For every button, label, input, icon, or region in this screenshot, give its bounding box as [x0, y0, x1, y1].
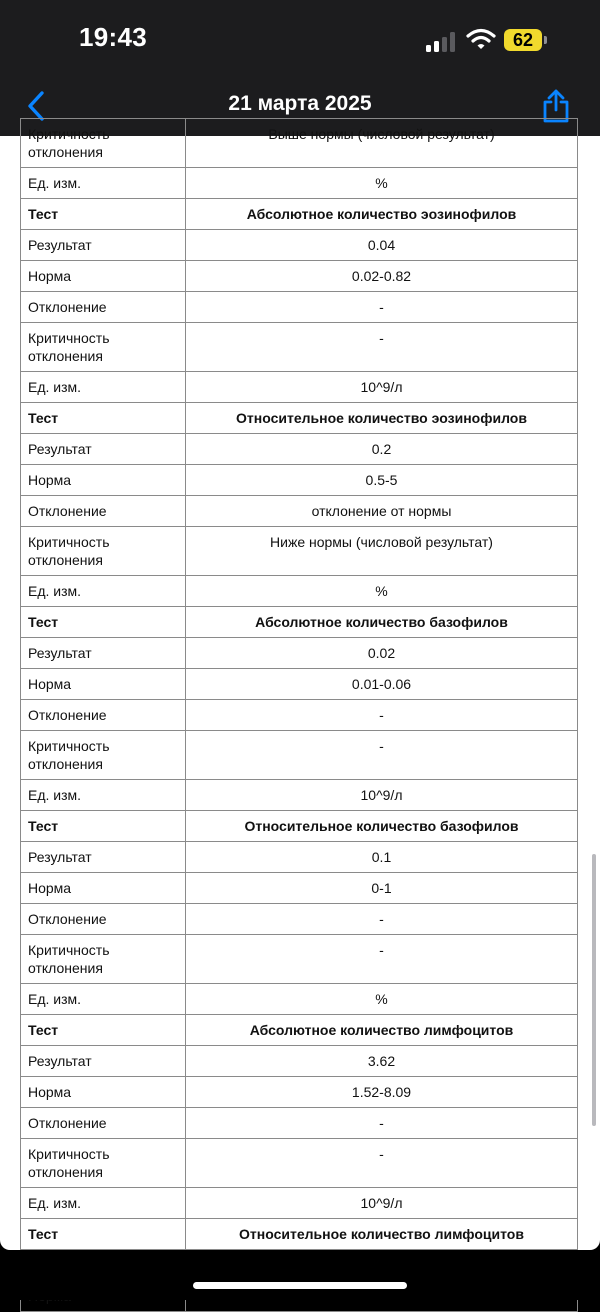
- row-label: Отклонение: [20, 496, 186, 526]
- row-label: Норма: [20, 669, 186, 699]
- row-value: %: [186, 168, 578, 198]
- row-value: отклонение от нормы: [186, 496, 578, 526]
- table-row: [20, 779, 578, 810]
- row-label: Ед. изм.: [20, 984, 186, 1014]
- table-row: [20, 1076, 578, 1107]
- row-value: -: [186, 731, 578, 779]
- row-label: Критичность отклонения: [20, 119, 186, 167]
- row-value: -: [186, 904, 578, 934]
- test-header-row: [20, 810, 578, 841]
- row-label: Ед. изм.: [20, 780, 186, 810]
- scrollbar[interactable]: [592, 854, 596, 1126]
- row-label: Критичность отклонения: [20, 1139, 186, 1187]
- results-table: [20, 118, 578, 1312]
- row-value: 0.2: [186, 434, 578, 464]
- row-value: Относительное количество эозинофилов: [186, 403, 578, 433]
- row-value: Абсолютное количество базофилов: [186, 607, 578, 637]
- row-label: Тест: [20, 1219, 186, 1249]
- home-area: [0, 1250, 600, 1300]
- row-value: %: [186, 984, 578, 1014]
- row-value: -: [186, 1108, 578, 1138]
- table-row: [20, 575, 578, 606]
- row-label: Критичность отклонения: [20, 935, 186, 983]
- row-value: -: [186, 323, 578, 371]
- row-value: Ниже нормы (числовой результат): [186, 527, 578, 575]
- row-value: 0.01-0.06: [186, 669, 578, 699]
- row-label: Критичность отклонения: [20, 731, 186, 779]
- row-value: Относительное количество базофилов: [186, 811, 578, 841]
- row-label: Отклонение: [20, 700, 186, 730]
- row-value: 0-1: [186, 873, 578, 903]
- row-label: Отклонение: [20, 1108, 186, 1138]
- row-label: Тест: [20, 403, 186, 433]
- table-row: [20, 291, 578, 322]
- row-value: 10^9/л: [186, 780, 578, 810]
- table-row: [20, 1187, 578, 1218]
- row-label: Ед. изм.: [20, 168, 186, 198]
- test-header-row: [20, 606, 578, 637]
- row-label: Ед. изм.: [20, 372, 186, 402]
- table-row: [20, 1107, 578, 1138]
- row-value: Выше нормы (числовой результат): [186, 119, 578, 167]
- table-row: [20, 983, 578, 1014]
- test-header-row: [20, 198, 578, 229]
- row-value: -: [186, 1139, 578, 1187]
- cellular-signal-icon: [426, 30, 458, 52]
- row-label: Отклонение: [20, 292, 186, 322]
- row-label: Тест: [20, 607, 186, 637]
- row-value: 0.1: [186, 842, 578, 872]
- row-label: Критичность отклонения: [20, 527, 186, 575]
- row-value: 0.5-5: [186, 465, 578, 495]
- home-indicator[interactable]: [193, 1282, 407, 1289]
- row-value: -: [186, 700, 578, 730]
- test-header-row: [20, 1014, 578, 1045]
- row-label: Норма: [20, 1077, 186, 1107]
- row-value: -: [186, 292, 578, 322]
- test-header-row: [20, 1218, 578, 1249]
- row-label: Результат: [20, 1046, 186, 1076]
- row-label: Отклонение: [20, 904, 186, 934]
- table-row: [20, 322, 578, 371]
- row-value: 0.02-0.82: [186, 261, 578, 291]
- table-row: [20, 730, 578, 779]
- row-value: Относительное количество лимфоцитов: [186, 1219, 578, 1249]
- wifi-icon: [466, 28, 496, 50]
- table-row: [20, 872, 578, 903]
- table-row: [20, 464, 578, 495]
- row-label: Результат: [20, 230, 186, 260]
- test-header-row: [20, 402, 578, 433]
- row-value: %: [186, 576, 578, 606]
- row-value: 1.52-8.09: [186, 1077, 578, 1107]
- table-row: [20, 841, 578, 872]
- document-content[interactable]: [0, 126, 600, 1250]
- table-row: [20, 371, 578, 402]
- table-row: [20, 526, 578, 575]
- row-label: Норма: [20, 465, 186, 495]
- table-row: [20, 637, 578, 668]
- battery-icon: [504, 29, 542, 51]
- table-row: [20, 1045, 578, 1076]
- table-row: [20, 903, 578, 934]
- status-bar: [0, 0, 600, 80]
- row-label: Критичность отклонения: [20, 323, 186, 371]
- row-label: Тест: [20, 811, 186, 841]
- row-value: 10^9/л: [186, 372, 578, 402]
- row-label: Тест: [20, 1015, 186, 1045]
- row-label: Ед. изм.: [20, 576, 186, 606]
- table-row: [20, 433, 578, 464]
- row-label: Результат: [20, 434, 186, 464]
- table-row: [20, 229, 578, 260]
- row-value: 0.04: [186, 230, 578, 260]
- battery-level: 62: [512, 30, 534, 50]
- table-row: [20, 495, 578, 526]
- table-row: [20, 668, 578, 699]
- row-value: 0.02: [186, 638, 578, 668]
- row-label: Результат: [20, 842, 186, 872]
- row-label: Ед. изм.: [20, 1188, 186, 1218]
- row-label: Норма: [20, 873, 186, 903]
- table-row: [20, 934, 578, 983]
- row-label: Результат: [20, 638, 186, 668]
- row-value: Абсолютное количество эозинофилов: [186, 199, 578, 229]
- row-value: Абсолютное количество лимфоцитов: [186, 1015, 578, 1045]
- table-row: [20, 118, 578, 167]
- table-row: [20, 260, 578, 291]
- row-label: Тест: [20, 199, 186, 229]
- row-value: 3.62: [186, 1046, 578, 1076]
- battery-cap: [544, 36, 547, 44]
- table-row: [20, 1138, 578, 1187]
- table-row: [20, 699, 578, 730]
- status-time: 19:43: [79, 22, 147, 52]
- page-title: 21 марта 2025: [228, 92, 372, 115]
- row-label: Норма: [20, 261, 186, 291]
- row-value: -: [186, 935, 578, 983]
- table-row: [20, 167, 578, 198]
- row-value: 10^9/л: [186, 1188, 578, 1218]
